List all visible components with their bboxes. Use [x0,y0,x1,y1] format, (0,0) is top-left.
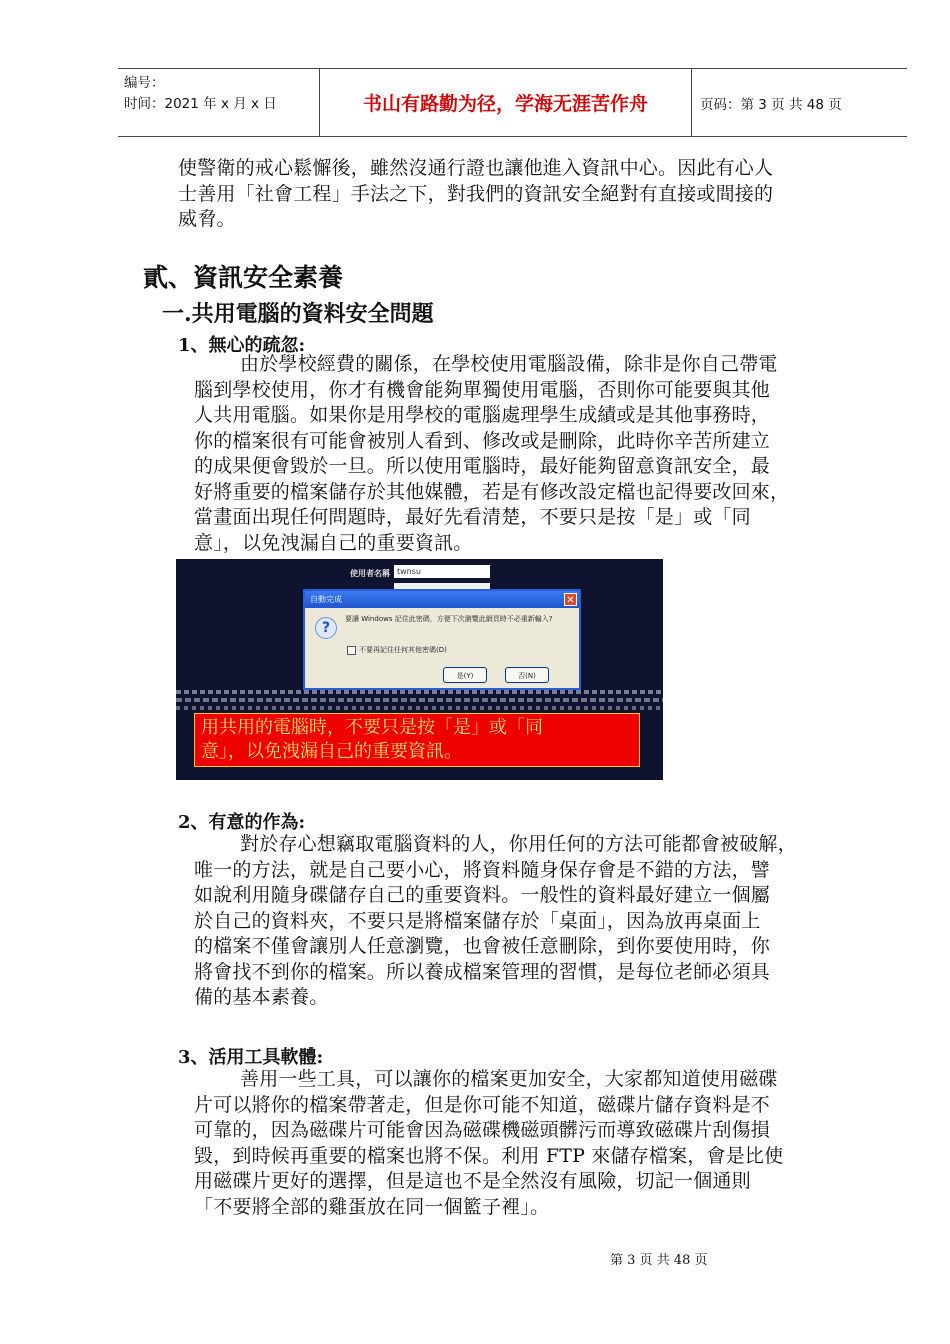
close-icon: ✕ [564,593,577,606]
text-line: 威脅。 [178,208,236,230]
header-date: 时间：2021 年 x 月 x 日 [124,96,277,112]
username-label: 使用者名稱 [350,569,390,578]
text-line: 可靠的，因為磁碟片可能會因為磁碟機磁頭髒污而導致磁碟片刮傷損 [194,1119,771,1141]
text-line: 使警衛的戒心鬆懈後，雖然沒通行證也讓他進入資訊中心。因此有心人 [178,157,774,179]
background-text-stripe [176,698,663,702]
text-line: 如說利用隨身碟儲存自己的重要資料。一般性的資料最好建立一個屬 [194,884,771,906]
item2-title: 2、有意的作為: [178,812,306,833]
dialog-title: 自動完成 [310,595,342,604]
text-line: 對於存心想竊取電腦資料的人，你用任何的方法可能都會被破解， [240,833,797,855]
section-title: 貳、資訊安全素養 [143,263,344,292]
header-number: 编号： [124,75,165,91]
yes-button: 是(Y) [443,667,487,683]
username-input: twnsu [394,565,490,578]
dialog-message: 要讓 Windows 記住此密碼，方便下次瀏覽此網頁時不必重新輸入? [345,615,553,623]
text-line: 「不要將全部的雞蛋放在同一個籃子裡」。 [194,1195,550,1218]
subsection-title: 一.共用電腦的資料安全問題 [162,301,434,327]
text-line: 士善用「社會工程」手法之下，對我們的資訊安全絕對有直接或間接的 [178,182,774,205]
text-line: 腦到學校使用，你才有機會能夠單獨使用電腦，否則你可能要與其他 [194,378,771,401]
text-line: 當畫面出現任何問題時，最好先看清楚，不要只是按「是」或「同 [194,506,751,528]
background-text-stripe [176,690,663,694]
caption-line: 用共用的電腦時，不要只是按「是」或「同 [201,717,543,738]
text-line: 由於學校經費的關係，在學校使用電腦設備，除非是你自己帶電 [240,353,778,375]
text-line: 片可以將你的檔案帶著走，但是你可能不知道，磁碟片儲存資料是不 [194,1093,771,1116]
item3-paragraph [194,1067,906,1220]
background-text-stripe [176,706,663,710]
dialog-titlebar [305,591,579,608]
checkbox-icon [347,646,356,655]
text-line: 人共用電腦。如果你是用學校的電腦處理學生成績或是其他事務時， [194,404,771,426]
text-line: 用磁碟片更好的選擇，但是這也不是全然沒有風險，切記一個通則 [194,1170,751,1192]
text-line: 毀，到時候再重要的檔案也將不保。利用 FTP 來儲存檔案，會是比使 [194,1144,784,1167]
warning-caption [194,713,640,767]
page-footer: 第 3 页 共 48 页 [610,1253,708,1268]
text-line: 將會找不到你的檔案。所以養成檔案管理的習慣，是每位老師必須具 [194,960,771,983]
header-motto: 书山有路勤为径，学海无涯苦作舟 [320,69,692,136]
header-page-info: 页码：第 3 页 共 48 页 [700,96,842,113]
text-line: 善用一些工具，可以讓你的檔案更加安全，大家都知道使用磁碟 [240,1068,778,1090]
text-line: 的檔案不僅會讓別人任意瀏覽，也會被任意刪除，到你要使用時，你 [194,935,771,957]
text-line: 備的基本素養。 [194,986,329,1008]
item3-title: 3、活用工具軟體: [178,1047,324,1068]
text-line: 你的檔案很有可能會被別人看到、修改或是刪除，此時你辛苦所建立 [194,429,771,452]
header-meta [118,69,320,136]
question-icon: ? [315,617,337,639]
no-button: 否(N) [505,667,549,683]
text-line: 好將重要的檔案儲存於其他媒體，若是有修改設定檔也記得要改回來， [194,480,790,503]
caption-line: 意」，以免洩漏自己的重要資訊。 [201,741,462,762]
text-line: 的成果便會毀於一旦。所以使用電腦時，最好能夠留意資訊安全，最 [194,455,771,477]
item1-paragraph [194,352,906,556]
dialog-checkbox [347,645,447,655]
embedded-screenshot [176,559,663,780]
page-header [118,68,907,137]
checkbox-label: 不要再記住任何其他密碼(D) [359,646,447,654]
autocomplete-dialog [303,589,581,690]
text-line: 意」，以免洩漏自己的重要資訊。 [194,531,473,554]
text-line: 於自己的資料夾，不要只是將檔案儲存於「桌面」，因為放再桌面上 [194,909,761,932]
item1-title: 1、無心的疏忽: [178,335,306,356]
item2-paragraph [194,832,906,1011]
intro-paragraph [178,156,898,233]
text-line: 唯一的方法，就是自己要小心，將資料隨身保存會是不錯的方法，譬 [194,858,771,881]
